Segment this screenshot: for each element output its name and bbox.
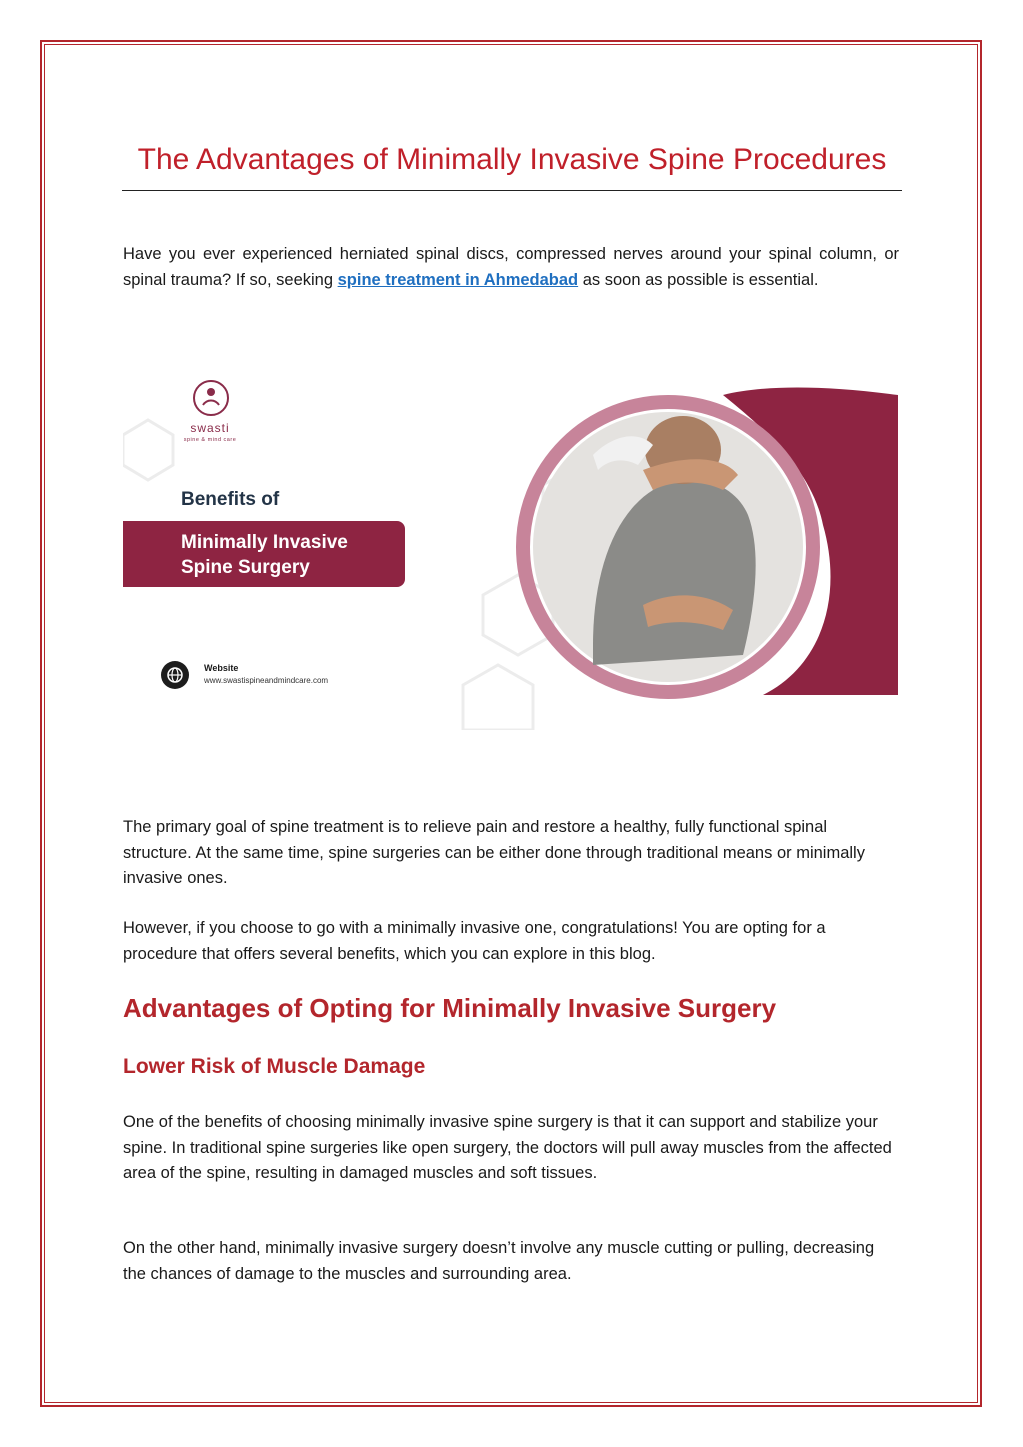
intro-paragraph [123,242,899,293]
logo-tagline: spine & mind care [183,437,237,443]
banner-image [123,365,898,730]
logo-figure [203,401,219,406]
website-label: Website [204,663,239,673]
title-underline [122,190,902,191]
banner-heading-line-2: Spine Surgery [181,557,310,578]
banner-heading-small: Benefits of [181,489,280,510]
paragraph-3: One of the benefits of choosing minimally invasive spine surgery is that it can support and stabilize your spine. In traditional spine surgeries like open surgery, the doctors will pull away muscles from the affected area of the spine, resulting in damaged muscles and soft tissues. [123,1113,892,1182]
section-heading: Advantages of Opting for Minimally Invasive Surgery [123,993,777,1023]
banner-heading-line-1: Minimally Invasive [181,532,348,553]
intro-text-before: Have you ever experienced herniated spinal discs, compressed nerves around your spinal column, or spinal trauma? If so, seeking [123,245,899,289]
intro-text-after: as soon as possible is essential. [578,270,819,289]
logo-name: swasti [190,421,230,435]
paragraph-2: However, if you choose to go with a minimally invasive one, congratulations! You are opting for a procedure that offers several benefits, which you can explore in this blog. [123,919,826,963]
paragraph-1: The primary goal of spine treatment is to relieve pain and restore a healthy, fully functional spinal structure. At the same time, spine surgeries can be either done through traditional means or minimally invasive ones. [123,818,865,887]
globe-icon [161,661,189,689]
hexagon-outline [463,665,533,730]
banner-heading-box [123,521,405,587]
subsection-heading: Lower Risk of Muscle Damage [123,1055,426,1078]
page-title: The Advantages of Minimally Invasive Spine Procedures [137,143,887,176]
logo-circle [194,381,228,415]
spine-treatment-link[interactable]: spine treatment in Ahmedabad [337,270,579,289]
logo-dot [207,388,215,396]
paragraph-4: On the other hand, minimally invasive surgery doesn’t involve any muscle cutting or pulling, decreasing the chances of damage to the muscles and surrounding area. [123,1239,875,1283]
website-url: www.swastispineandmindcare.com [204,676,329,685]
